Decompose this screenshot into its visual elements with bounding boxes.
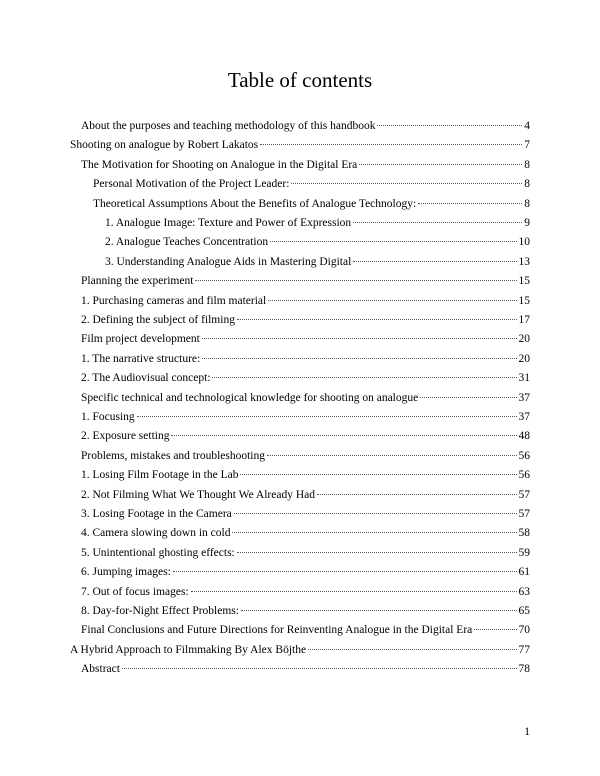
toc-entry-page: 58 — [518, 527, 530, 540]
toc-entry-label: 3. Losing Footage in the Camera — [81, 508, 232, 520]
toc-entry[interactable] — [81, 292, 530, 310]
toc-entry-page: 7 — [524, 139, 530, 152]
toc-entry[interactable] — [81, 602, 530, 620]
toc-entry-label: Specific technical and technological knowledge for shooting on analogue — [81, 391, 419, 404]
dot-leader — [260, 144, 522, 145]
dot-leader — [267, 455, 517, 456]
toc-entry[interactable] — [81, 466, 530, 484]
dot-leader — [308, 649, 516, 650]
toc-entry[interactable] — [81, 621, 530, 639]
toc-entry[interactable] — [81, 563, 530, 581]
toc-entry-page: 8 — [524, 178, 530, 191]
page-title: Table of contents — [227, 68, 373, 92]
toc-entry-label: Theoretical Assumptions About the Benefits of Analogue Technology: — [93, 197, 417, 210]
toc-entry-label: A Hybrid Approach to Filmmaking By Alex Böjthe — [70, 643, 307, 656]
toc-entry-label: 3. Understanding Analogue Aids in Mastering Digital — [105, 255, 352, 268]
toc-entry-label: 8. Day-for-Night Effect Problems: — [81, 605, 239, 617]
toc-entry-label: Planning the experiment — [81, 275, 194, 288]
toc-entry[interactable] — [105, 233, 530, 251]
toc-entry[interactable] — [105, 253, 530, 271]
toc-entry[interactable] — [81, 660, 530, 678]
dot-leader — [232, 532, 516, 533]
toc-entry-page: 15 — [518, 275, 530, 288]
dot-leader — [171, 435, 516, 436]
toc-entry-page: 56 — [518, 449, 530, 462]
dot-leader — [270, 241, 516, 242]
dot-leader — [173, 571, 517, 572]
toc-entry[interactable] — [81, 389, 530, 407]
toc-entry-page: 17 — [518, 314, 530, 326]
toc-entry[interactable] — [81, 272, 530, 290]
toc-entry-page: 20 — [518, 352, 530, 365]
toc-entry-page: 10 — [518, 236, 530, 249]
dot-leader — [202, 358, 516, 359]
toc-entry-page: 4 — [524, 120, 530, 132]
dot-leader — [418, 203, 522, 204]
dot-leader — [195, 280, 516, 281]
toc-entry-label: 2. The Audiovisual concept: — [81, 372, 211, 385]
dot-leader — [137, 416, 517, 417]
toc-entry-label: 5. Unintentional ghosting effects: — [81, 546, 235, 559]
toc-entry-page: 31 — [518, 372, 530, 385]
toc-entry-page: 48 — [518, 430, 530, 443]
dot-leader — [377, 125, 522, 126]
toc-entry-label: 7. Out of focus images: — [81, 585, 189, 598]
toc-entry[interactable] — [81, 486, 530, 504]
dot-leader — [237, 319, 517, 320]
toc-entry-page: 15 — [518, 294, 530, 307]
toc-entry-label: 1. Analogue Image: Texture and Power of Expression — [105, 217, 352, 229]
toc-entry[interactable] — [70, 641, 530, 659]
toc-entry-page: 77 — [518, 643, 530, 656]
dot-leader — [474, 629, 516, 630]
toc-entry[interactable] — [81, 408, 530, 426]
toc-entry[interactable] — [70, 136, 530, 154]
toc-entry-label: 2. Defining the subject of filming — [81, 314, 235, 326]
toc-entry-page: 9 — [524, 217, 530, 229]
toc-entry[interactable] — [81, 311, 530, 329]
toc-entry-page: 8 — [524, 197, 530, 210]
toc-entry-page: 37 — [518, 411, 530, 423]
toc-entry[interactable] — [81, 447, 530, 465]
dot-leader — [191, 591, 517, 592]
toc-entry-label: 1. Purchasing cameras and film material — [81, 294, 267, 307]
toc-entry-label: 1. Losing Film Footage in the Lab — [81, 469, 239, 482]
dot-leader — [240, 474, 516, 475]
dot-leader — [241, 610, 517, 611]
toc-entry-label: 6. Jumping images: — [81, 566, 171, 579]
toc-entry-page: 70 — [518, 624, 530, 637]
dot-leader — [234, 513, 517, 514]
toc-entry[interactable] — [81, 117, 530, 135]
toc-entry[interactable] — [81, 524, 530, 542]
toc-entry-label: 4. Camera slowing down in cold — [81, 527, 231, 540]
toc-entry-page: 59 — [518, 546, 530, 559]
dot-leader — [291, 183, 522, 184]
toc-entry[interactable] — [81, 544, 530, 562]
dot-leader — [268, 300, 516, 301]
toc-entry[interactable] — [81, 156, 530, 174]
toc-entry-page: 37 — [518, 391, 530, 404]
toc-entry-label: Abstract — [81, 663, 120, 676]
toc-entry-page: 57 — [518, 488, 530, 501]
toc-entry-page: 61 — [518, 566, 530, 579]
toc-entry-label: Personal Motivation of the Project Leader: — [93, 178, 290, 191]
dot-leader — [122, 668, 517, 669]
toc-entry[interactable] — [93, 175, 530, 193]
toc-entry-label: Final Conclusions and Future Directions for Reinventing Analogue in the Digital Era — [81, 624, 473, 637]
dot-leader — [420, 397, 516, 398]
toc-entry[interactable] — [105, 214, 530, 232]
dot-leader — [237, 552, 517, 553]
toc-entry-page: 63 — [518, 585, 530, 598]
page-number: 1 — [524, 726, 530, 738]
dot-leader — [317, 494, 517, 495]
toc-entry-page: 57 — [518, 508, 530, 520]
toc-entry[interactable] — [81, 583, 530, 601]
toc-entry-label: 2. Not Filming What We Thought We Already Had — [81, 488, 315, 501]
toc-entry-label: 1. Focusing — [81, 411, 135, 423]
toc-entry[interactable] — [93, 195, 530, 213]
toc-entry-label: About the purposes and teaching methodology of this handbook — [81, 120, 376, 132]
toc-entry-page: 8 — [524, 158, 530, 171]
dot-leader — [359, 164, 522, 165]
toc-entry[interactable] — [81, 350, 530, 368]
toc-entry-label: Shooting on analogue by Robert Lakatos — [70, 139, 259, 152]
toc-entry-label: The Motivation for Shooting on Analogue in the Digital Era — [81, 158, 358, 171]
toc-entry-page: 20 — [518, 333, 530, 346]
toc-entry-page: 65 — [518, 605, 530, 617]
toc-entry-label: 1. The narrative structure: — [81, 352, 201, 365]
dot-leader — [353, 222, 522, 223]
dot-leader — [202, 338, 517, 339]
toc-entry-page: 56 — [518, 469, 530, 482]
toc-entry[interactable] — [81, 427, 530, 445]
dot-leader — [212, 377, 516, 378]
toc-entry[interactable] — [81, 330, 530, 348]
toc-entry-label: Film project development — [81, 333, 200, 346]
toc-entry-page: 78 — [518, 663, 530, 676]
toc-entry[interactable] — [81, 505, 530, 523]
dot-leader — [353, 261, 516, 262]
toc-entry-label: Problems, mistakes and troubleshooting — [81, 449, 265, 462]
toc-entry[interactable] — [81, 369, 530, 387]
toc-entry-label: 2. Exposure setting — [81, 430, 170, 443]
toc-entry-label: 2. Analogue Teaches Concentration — [105, 236, 269, 249]
toc-entry-page: 13 — [518, 255, 530, 268]
